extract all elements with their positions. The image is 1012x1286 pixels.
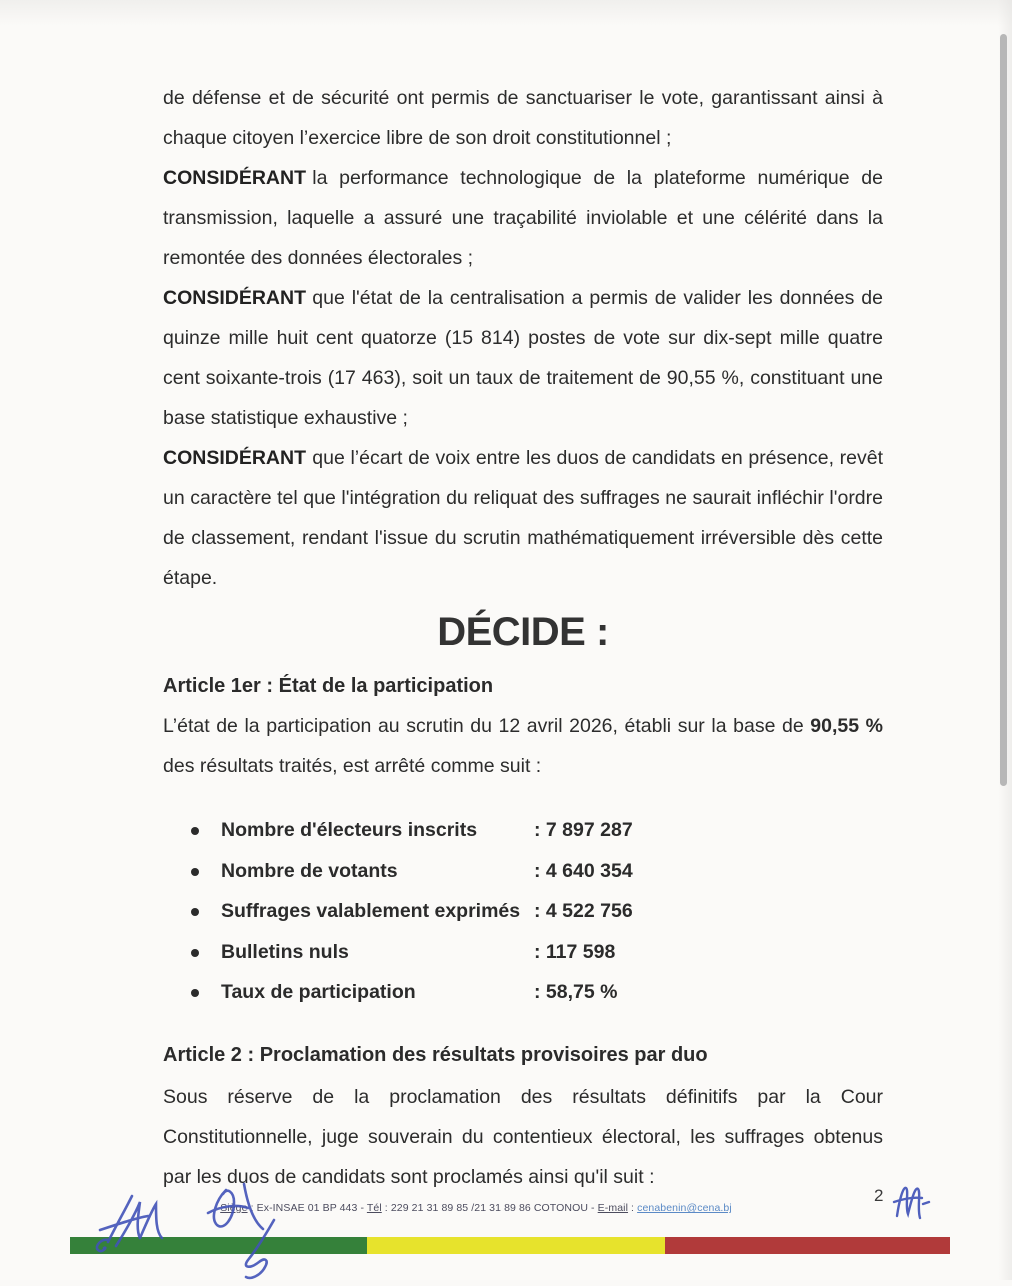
bullet-icon (191, 908, 199, 916)
intro-bold-value: 90,55 % (810, 715, 883, 737)
list-item (191, 891, 883, 932)
footer-email-sep: : (628, 1202, 637, 1214)
list-item (191, 972, 883, 1013)
paragraph-text: Sous réserve de la proclamation des résultats définitifs par la Cour Constitutionnelle, juge souverain du contentieux électoral, les suffrages obtenus par les duos de candidats sont proclamés ainsi qu'il suit : (163, 1086, 883, 1188)
email-link[interactable]: cenabenin@cena.bj (637, 1202, 732, 1214)
document-body (163, 78, 883, 1197)
footer-tel-label: Tél (367, 1202, 382, 1214)
stat-value: : 58,75 % (534, 972, 617, 1013)
flag-stripe-yellow (367, 1237, 665, 1254)
intro-text: des résultats traités, est arrêté comme suit : (163, 755, 541, 777)
body-paragraph (163, 158, 883, 278)
intro-text: L’état de la participation au scrutin du 12 avril 2026, établi sur la base de (163, 715, 810, 737)
scrollbar[interactable] (1000, 34, 1007, 786)
list-item (191, 932, 883, 973)
decide-heading: DÉCIDE : (163, 606, 883, 658)
list-item (191, 851, 883, 892)
list-item (191, 810, 883, 851)
bullet-icon (191, 989, 199, 997)
footer-siege-value: : Ex-INSAE 01 BP 443 - (248, 1202, 367, 1214)
body-paragraph (163, 278, 883, 438)
body-paragraph (163, 78, 883, 158)
article2-title: Article 2 : Proclamation des résultats provisoires par duo (163, 1039, 883, 1071)
stat-label: Nombre de votants (221, 851, 534, 892)
stat-value: : 7 897 287 (534, 810, 633, 851)
article1-intro (163, 706, 883, 786)
bullet-icon (191, 949, 199, 957)
paragraph-text: que l’écart de voix entre les duos de candidats en présence, revêt un caractère tel que l'intégration du reliquat des suffrages ne saurait infléchir l'ordre de classement, rendant l'issue du scrutin mathématiquement irréversible dès cette étape. (163, 447, 883, 589)
bullet-icon (191, 827, 199, 835)
paragraph-text: que l'état de la centralisation a permis de valider les données de quinze mille huit cent quatorze (15 814) postes de vote sur dix-sept mille quatre cent soixante-trois (17 463), soit un taux de traitement de 90,55 %, constituant une base statistique exhaustive ; (163, 287, 883, 429)
paragraph-lead: CONSIDÉRANT (163, 167, 306, 189)
paraph-ink-signature (890, 1178, 932, 1228)
participation-stats-list (191, 810, 883, 1013)
stat-label: Bulletins nuls (221, 932, 534, 973)
paragraph-text: de défense et de sécurité ont permis de sanctuariser le vote, garantissant ainsi à chaque citoyen l’exercice libre de son droit constitutionnel ; (163, 87, 883, 149)
footer-email-label: E-mail (598, 1202, 628, 1214)
paragraph-lead: CONSIDÉRANT (163, 447, 306, 469)
stat-label: Taux de participation (221, 972, 534, 1013)
flag-stripe-red (665, 1237, 950, 1254)
paragraph-lead: CONSIDÉRANT (163, 287, 306, 309)
paragraph-text: la performance technologique de la plateforme numérique de transmission, laquelle a assuré une traçabilité inviolable et une célérité dans la remontée des données électorales ; (163, 167, 883, 269)
stat-value: : 4 640 354 (534, 851, 633, 892)
stat-value: : 117 598 (534, 932, 615, 973)
signature-ink (78, 1168, 313, 1286)
footer-siege-label: Siège (220, 1202, 247, 1214)
page-number: 2 (874, 1186, 883, 1206)
bullet-icon (191, 868, 199, 876)
stat-label: Suffrages valablement exprimés (221, 891, 534, 932)
article1-title: Article 1er : État de la participation (163, 670, 883, 702)
stat-value: : 4 522 756 (534, 891, 633, 932)
footer-tel-value: : 229 21 31 89 85 /21 31 89 86 COTONOU - (382, 1202, 598, 1214)
stat-label: Nombre d'électeurs inscrits (221, 810, 534, 851)
body-paragraph (163, 438, 883, 598)
